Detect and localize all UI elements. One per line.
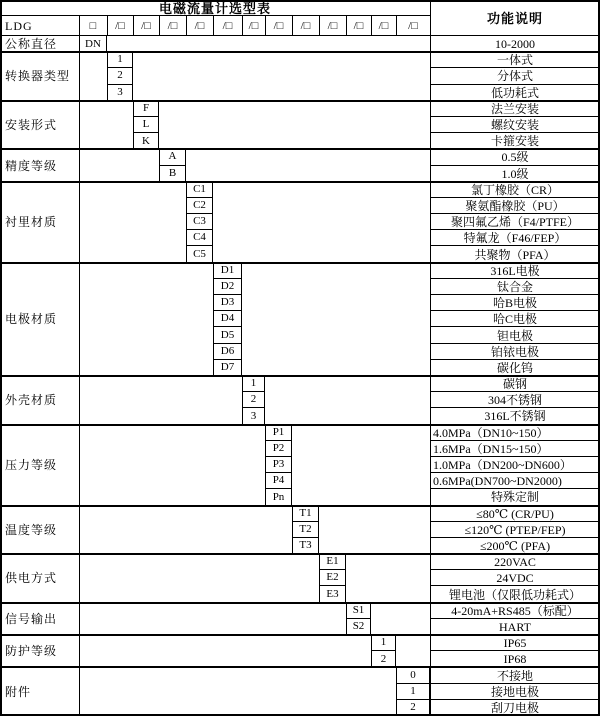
option-code-converter-type: 2: [107, 68, 133, 84]
group-label-installation-type: 安装形式: [5, 118, 58, 133]
option-code-power-supply: E3: [319, 586, 346, 602]
option-code-electrode-material: D2: [213, 279, 242, 295]
option-code-accessories: 0: [396, 667, 430, 683]
option-desc-temperature-rating: ≤200℃ (PFA): [479, 538, 551, 553]
option-desc-lining-material: 聚四氟乙烯（F4/PTFE）: [450, 215, 580, 230]
table-title: 电磁流量计选型表: [158, 0, 271, 16]
option-desc-pressure-rating: 4.0MPa（DN10~150）: [433, 425, 549, 440]
option-desc-signal-output: HART: [499, 619, 531, 634]
model-code-cell: /□: [378, 19, 389, 32]
model-code-cell: /□: [353, 19, 364, 32]
group-label-temperature-rating: 温度等级: [5, 522, 58, 537]
option-code-pressure-rating: Pn: [265, 489, 292, 505]
option-code-electrode-material: D4: [213, 311, 242, 327]
option-code-housing-material: 3: [242, 408, 265, 424]
option-desc-protection-rating: IP65: [503, 636, 527, 651]
option-code-electrode-material: D6: [213, 344, 242, 360]
option-desc-pressure-rating: 0.6MPa(DN700~DN2000): [433, 474, 562, 489]
option-desc-power-supply: 24VDC: [496, 571, 534, 586]
option-desc-signal-output: 4-20mA+RS485（标配）: [451, 603, 579, 618]
option-desc-nominal-diameter: 10-2000: [495, 37, 535, 52]
option-code-temperature-rating: T1: [292, 506, 319, 522]
model-code-cell: /□: [327, 19, 338, 32]
option-code-power-supply: E1: [319, 554, 346, 570]
option-desc-temperature-rating: ≤120℃ (PTEP/FEP): [464, 522, 566, 537]
model-code-cell: /□: [273, 19, 284, 32]
option-code-protection-rating: 1: [371, 635, 396, 651]
group-label-electrode-material: 电极材质: [5, 312, 58, 327]
option-desc-accuracy-class: 0.5级: [501, 150, 529, 165]
option-desc-converter-type: 一体式: [496, 53, 533, 68]
divider: [79, 16, 80, 716]
model-code-cell: /□: [408, 19, 418, 32]
group-label-accessories: 附件: [5, 684, 32, 699]
option-desc-lining-material: 聚氨酯橡胶（PU）: [465, 198, 565, 213]
option-code-lining-material: C2: [186, 198, 213, 214]
option-desc-electrode-material: 哈B电极: [492, 296, 537, 311]
option-code-electrode-material: D7: [213, 360, 242, 376]
option-desc-accuracy-class: 1.0级: [501, 166, 529, 181]
option-code-pressure-rating: P2: [265, 441, 292, 457]
option-code-pressure-rating: P3: [265, 457, 292, 473]
model-code-cell: /□: [248, 19, 259, 32]
option-code-pressure-rating: P4: [265, 473, 292, 489]
option-desc-installation-type: 法兰安装: [490, 101, 539, 116]
option-desc-installation-type: 螺纹安装: [490, 118, 539, 133]
option-code-installation-type: F: [133, 101, 159, 117]
option-code-electrode-material: D5: [213, 327, 242, 343]
option-desc-electrode-material: 钛合金: [496, 279, 533, 294]
group-label-nominal-diameter: 公称直径: [5, 37, 58, 52]
option-desc-converter-type: 分体式: [496, 69, 533, 84]
option-code-electrode-material: D3: [213, 295, 242, 311]
option-desc-accessories: 接地电极: [490, 684, 539, 699]
group-label-pressure-rating: 压力等级: [5, 458, 58, 473]
option-desc-lining-material: 共聚物（PFA）: [474, 247, 556, 262]
option-code-temperature-rating: T3: [292, 538, 319, 554]
option-desc-electrode-material: 铂铱电极: [490, 344, 539, 359]
option-code-accuracy-class: B: [159, 166, 186, 182]
group-label-housing-material: 外壳材质: [5, 393, 58, 408]
option-code-installation-type: L: [133, 117, 159, 133]
model-code-cell: /□: [167, 19, 178, 32]
option-code-converter-type: 3: [107, 85, 133, 101]
model-code-cell: /□: [141, 19, 151, 32]
option-code-pressure-rating: P1: [265, 425, 292, 441]
option-code-lining-material: C1: [186, 182, 213, 198]
option-desc-lining-material: 特氟龙（F46/FEP）: [463, 231, 567, 246]
model-prefix-cell: LDG: [5, 19, 33, 33]
function-header: 功能说明: [486, 10, 543, 26]
option-desc-electrode-material: 碳化钨: [496, 360, 533, 375]
model-code-cell: /□: [300, 19, 311, 32]
group-label-signal-output: 信号输出: [5, 611, 58, 626]
option-desc-electrode-material: 钽电极: [496, 328, 533, 343]
option-desc-converter-type: 低功耗式: [490, 85, 539, 100]
option-code-housing-material: 2: [242, 392, 265, 408]
group-label-accuracy-class: 精度等级: [5, 158, 58, 173]
option-code-installation-type: K: [133, 133, 159, 149]
option-desc-accessories: 不接地: [496, 668, 533, 683]
option-code-housing-material: 1: [242, 376, 265, 392]
option-desc-temperature-rating: ≤80℃ (CR/PU): [476, 506, 554, 521]
option-code-temperature-rating: T2: [292, 522, 319, 538]
option-desc-housing-material: 304不锈钢: [487, 393, 542, 408]
option-code-signal-output: S2: [346, 619, 371, 635]
group-label-converter-type: 转换器类型: [5, 69, 71, 84]
model-code-cell: □: [89, 19, 97, 32]
group-label-power-supply: 供电方式: [5, 571, 58, 586]
option-desc-pressure-rating: 1.6MPa（DN15~150）: [433, 441, 549, 456]
group-label-protection-rating: 防护等级: [5, 644, 58, 659]
option-code-signal-output: S1: [346, 603, 371, 619]
option-code-nominal-diameter: DN: [79, 36, 107, 52]
option-desc-installation-type: 卡箍安装: [490, 134, 539, 149]
option-desc-electrode-material: 316L电极: [490, 263, 540, 278]
option-desc-lining-material: 氯丁橡胶（CR）: [470, 182, 559, 197]
option-code-lining-material: C3: [186, 214, 213, 230]
option-code-accessories: 2: [396, 700, 430, 716]
model-code-cell: /□: [194, 19, 205, 32]
group-label-lining-material: 衬里材质: [5, 215, 58, 230]
option-desc-power-supply: 锂电池（仅限低功耗式）: [448, 587, 581, 602]
option-code-accessories: 1: [396, 684, 430, 700]
option-code-lining-material: C5: [186, 246, 213, 262]
option-desc-protection-rating: IP68: [503, 652, 527, 667]
option-desc-housing-material: 碳钢: [502, 377, 527, 392]
option-code-protection-rating: 2: [371, 651, 396, 667]
option-desc-electrode-material: 哈C电极: [492, 312, 537, 327]
option-code-converter-type: 1: [107, 52, 133, 68]
option-code-lining-material: C4: [186, 230, 213, 246]
model-code-cell: /□: [115, 19, 125, 32]
option-code-electrode-material: D1: [213, 263, 242, 279]
model-code-cell: /□: [222, 19, 233, 32]
option-desc-housing-material: 316L不锈钢: [484, 409, 546, 424]
option-code-accuracy-class: A: [159, 149, 186, 165]
option-code-power-supply: E2: [319, 570, 346, 586]
option-desc-pressure-rating: 1.0MPa（DN200~DN600）: [433, 458, 572, 473]
option-desc-pressure-rating: 特殊定制: [490, 490, 539, 505]
option-desc-power-supply: 220VAC: [494, 555, 536, 570]
option-desc-accessories: 刮刀电极: [490, 700, 539, 715]
